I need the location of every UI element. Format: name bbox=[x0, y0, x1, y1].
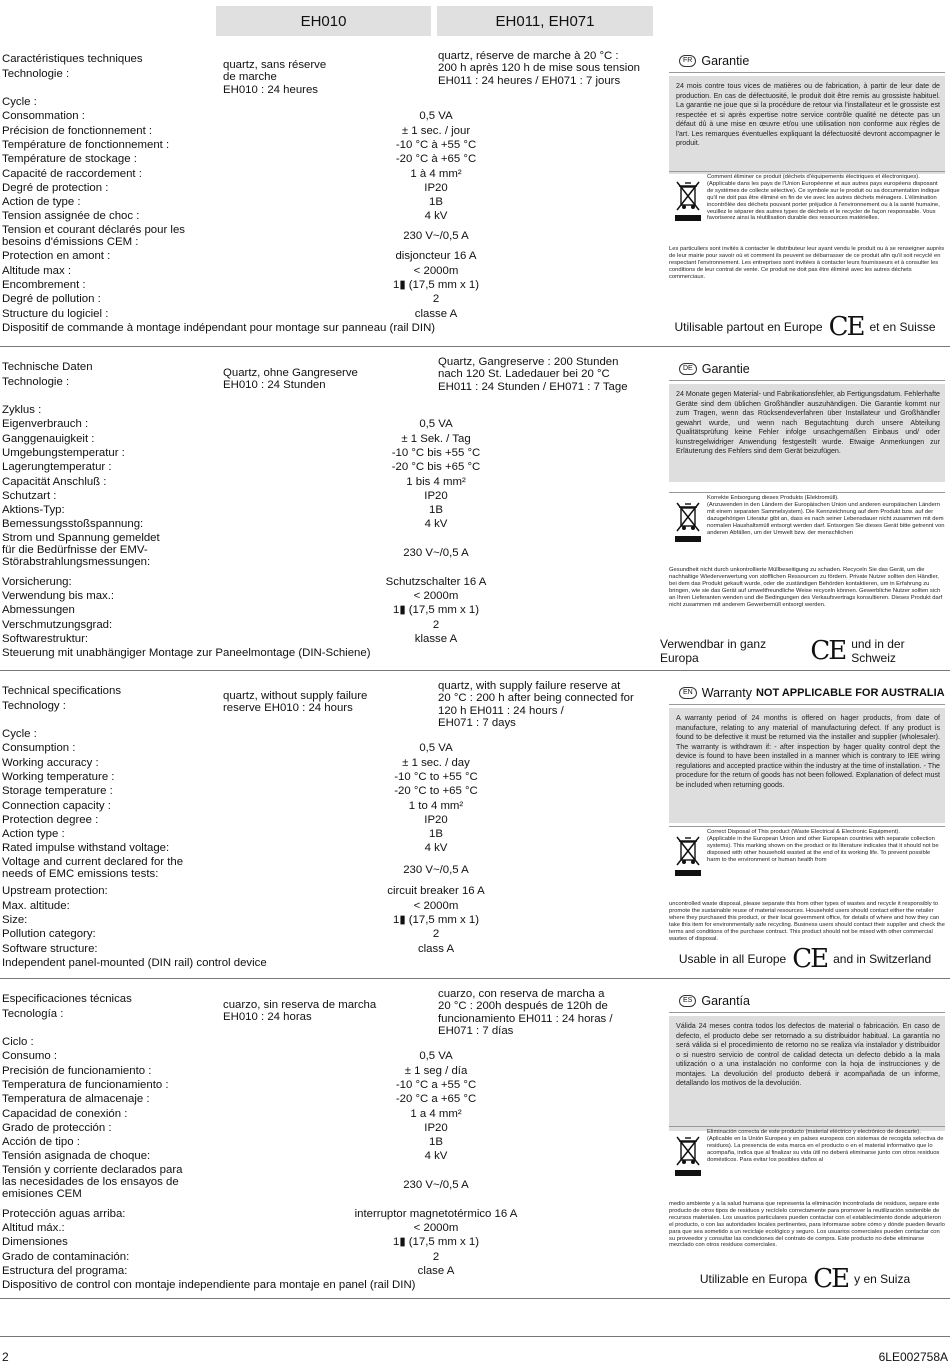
spec-label: Aktions-Typ: bbox=[2, 504, 65, 517]
spec-value: klasse A bbox=[414, 632, 458, 645]
weee-bin-icon bbox=[675, 500, 701, 534]
spec-label: Précision de fonctionnement : bbox=[2, 124, 153, 137]
disposal-divider bbox=[669, 171, 945, 172]
spec-label: Grado de contaminación: bbox=[2, 1250, 130, 1263]
spec-label: Rated impulse withstand voltage: bbox=[2, 842, 170, 855]
spec-label: Température de stockage : bbox=[2, 153, 137, 166]
technology-label: Technology : bbox=[2, 700, 66, 712]
spec-value: class A bbox=[417, 942, 455, 955]
spec-label: Umgebungstemperatur : bbox=[2, 446, 125, 459]
spec-label: Acción de tipo : bbox=[2, 1136, 80, 1149]
spec-value: < 2000m bbox=[413, 1221, 459, 1234]
spec-label: Vorsicherung: bbox=[2, 575, 72, 588]
spec-label: Altitud máx.: bbox=[2, 1221, 65, 1234]
spec-label: Action de type : bbox=[2, 196, 81, 209]
section-title: Technical specifications bbox=[2, 685, 122, 697]
spec-label: Cycle : bbox=[2, 96, 37, 108]
spec-label: Encombrement : bbox=[2, 279, 86, 292]
spec-label: Working accuracy : bbox=[2, 756, 99, 769]
disposal-text-continued: uncontrolled waste disposal, please separate this from other types of wastes and recycle it responsibly to promote the sustainable reuse of material resources. Household users should contact either the retailer where they purchased this product, or their local government office, for details of where and how they can take this item for environmentally safe recycling. Business users should contact their supplier and check the terms and conditions of the purchase contract. This product should not be mixed with other commercial wastes of disposal. bbox=[669, 901, 945, 942]
weee-bar bbox=[675, 1170, 701, 1176]
technology-label: Tecnología : bbox=[2, 1008, 64, 1020]
usable-end-text: and in Switzerland bbox=[833, 952, 932, 966]
spec-value: Schutzschalter 16 A bbox=[385, 575, 487, 588]
spec-value: 1 a 4 mm² bbox=[410, 1107, 462, 1120]
spec-label: Verwendung bis max.: bbox=[2, 589, 115, 602]
spec-label: Verschmutzungsgrad: bbox=[2, 618, 113, 631]
language-badge: DE bbox=[679, 363, 697, 375]
technology-eh011-eh071: Quartz, Gangreserve : 200 Stunden nach 120 St. Ladedauer bei 20 °C EH011 : 24 Stunden / EH071 : 7 Tage bbox=[438, 356, 628, 393]
technology-label: Technologie : bbox=[2, 376, 70, 388]
warranty-title: Garantie bbox=[701, 54, 750, 68]
spec-label: Capacität Anschluß : bbox=[2, 475, 107, 488]
usability-line bbox=[660, 944, 950, 974]
spec-value: 0,5 VA bbox=[419, 742, 453, 755]
warranty-header bbox=[669, 358, 945, 381]
usability-line bbox=[660, 636, 950, 666]
disposal-text: Korrekte Entsorgung dieses Produkts (Elektromüll). (Anzuwenden in den Ländern der Europäischen Union und anderen europäischen Ländern mit einem separaten Sammelsystem). Die Kennzeichnung auf dem Produkt bzw. auf der dazugehörigen Literatur gibt an, dass es nach seiner Lebensdauer nicht zusammen mit dem normalen Haushaltsmüll entsorgt werden darf. Entsorgen Sie dieses Gerät bitte getrennt von anderen Abfällen, um der Umwelt bzw. der menschlichen bbox=[707, 495, 945, 536]
usable-text: Verwendbar in ganz Europa bbox=[660, 637, 767, 665]
spec-label: Cycle : bbox=[2, 728, 37, 740]
spec-value: 4 kV bbox=[424, 518, 448, 531]
section-title: Technische Daten bbox=[2, 361, 93, 373]
disposal-text-continued: medio ambiente y a la salud humana que representa la eliminación incontrolada de residuos, separe este producto de otros tipos de residuos y recíclelo correctamente para promover la reutilización sostenible de recursos materiales. Los usuarios particulares pueden contactar con el establecimiento donde adquirieron el producto, o con las autoridades locales pertinentes, para informarse sobre cómo y dónde pueden llevarlo para que sea sometido a un reciclaje ecológico y seguro. Los usuarios comerciales pueden contactar con su proveedor y consultar las condiciones del contrato de compra. Este producto no debe eliminarse mezclado con otros residuos comerciales. bbox=[669, 1201, 945, 1249]
spec-value: -20 °C a +65 °C bbox=[395, 1093, 477, 1106]
spec-label: Working temperature : bbox=[2, 770, 115, 783]
spec-value: disjoncteur 16 A bbox=[395, 250, 477, 263]
usable-end-text: y en Suiza bbox=[854, 1272, 911, 1286]
spec-label: Temperatura de almacenaje : bbox=[2, 1093, 150, 1106]
section-footer: Independent panel-mounted (DIN rail) control device bbox=[2, 956, 267, 969]
spec-value: 230 V~/0,5 A bbox=[403, 230, 469, 243]
disposal-divider bbox=[669, 826, 945, 827]
spec-label: Strom und Spannung gemeldet für die Bedürfnisse der EMV- Störabstrahlungsmessungen: bbox=[2, 531, 160, 568]
spec-value: ± 1 sec. / day bbox=[402, 756, 470, 769]
header-col1-label: EH010 bbox=[300, 12, 347, 30]
spec-label: Precisión de funcionamiento : bbox=[2, 1064, 152, 1077]
spec-value: 1 à 4 mm² bbox=[410, 167, 462, 180]
language-badge: EN bbox=[679, 687, 697, 699]
warranty-title: Warranty bbox=[701, 686, 752, 700]
spec-label: Eigenverbrauch : bbox=[2, 418, 89, 431]
header-col2-label: EH011, EH071 bbox=[495, 12, 595, 30]
spec-label: Abmessungen bbox=[2, 604, 75, 617]
spec-label: Storage temperature : bbox=[2, 785, 113, 798]
spec-section-fr bbox=[0, 50, 950, 346]
spec-value: -10 °C to +55 °C bbox=[394, 770, 478, 783]
spec-label: Zyklus : bbox=[2, 404, 42, 416]
spec-value: 230 V~/0,5 A bbox=[403, 863, 469, 876]
spec-label: Software structure: bbox=[2, 942, 98, 955]
spec-value: 2 bbox=[432, 293, 440, 306]
warranty-text: A warranty period of 24 months is offered on hager products, from date of manufacture, relating to any material of manufacturing defect. If any product is found to be defective it must be returned via the installer and supplier (wholesaler). The warranty is withdrawn if: - after inspection by hager quality control dept the device is found to have been installed in a manner which is contrary to IEE wiring regulations and accepted practice within the industry at the time of installation. - The procedure for the return of goods has not been followed. Explanation of defect must be included when returning goods. bbox=[676, 714, 940, 789]
spec-value: 1B bbox=[429, 1136, 443, 1149]
spec-value: -20 °C bis +65 °C bbox=[391, 461, 481, 474]
spec-label: Consommation : bbox=[2, 110, 85, 123]
spec-value: 1 bis 4 mm² bbox=[406, 475, 466, 488]
section-divider bbox=[0, 978, 950, 979]
disposal-divider bbox=[669, 1126, 945, 1127]
spec-label: Size: bbox=[2, 913, 28, 926]
header-col1 bbox=[216, 6, 431, 36]
weee-bin-icon bbox=[675, 1134, 701, 1168]
spec-value: -10 °C bis +55 °C bbox=[391, 446, 481, 459]
language-badge: ES bbox=[679, 995, 696, 1007]
usable-text: Usable in all Europe bbox=[678, 952, 787, 966]
bottom-divider bbox=[0, 1336, 950, 1337]
warranty-title: Garantie bbox=[701, 362, 750, 376]
spec-value: 230 V~/0,5 A bbox=[403, 1179, 469, 1191]
ce-mark-icon: CE bbox=[828, 312, 864, 342]
section-title: Caractéristiques techniques bbox=[2, 53, 143, 65]
spec-value: < 2000m bbox=[413, 264, 459, 277]
usable-text: Utilisable partout en Europe bbox=[674, 320, 823, 334]
spec-label: Estructura del programa: bbox=[2, 1264, 128, 1277]
spec-label: Degré de protection : bbox=[2, 181, 109, 194]
disposal-text: Comment éliminer ce produit (déchets d'équipements électriques et électroniques). (Applicable dans les pays de l'Union Européenne et aux autres pays européens disposant de systèmes de collecte sélective). Ce symbole sur le produit ou sa documentation indique qu'il ne doit pas être éliminé en fin de vie avec les autres déchets ménagers. L'élimination incontrôlée des déchets pouvant porter préjudice à l'environnement ou à la santé humaine, veuillez le séparer des autres types de déchets et le recycler de façon responsable. Vous favoriserez ainsi la réutilisation durable des ressources matérielles. bbox=[707, 174, 940, 222]
spec-label: Protection en amont : bbox=[2, 250, 111, 263]
warranty-text: Válida 24 meses contra todos los defectos de material o fabricación. En caso de defecto, el producto debe ser retornado a su distribuidor habitual. La garantía no será válida si el procedimiento de retorno no se realiza vía instalador y distribuidor o si nuestro servicio de control de calidad detecta un defecto debido a la mala utilización o a una instalación no conforme con la hoja de instrucciones y de montajes. La devolución del producto deberá ir acompañada de un informe, detallando los motivos de la devolución. bbox=[676, 1022, 940, 1087]
spec-value: IP20 bbox=[424, 1121, 448, 1134]
technology-eh010: Quartz, ohne Gangreserve EH010 : 24 Stunden bbox=[223, 367, 358, 392]
spec-label: Action type : bbox=[2, 828, 65, 841]
weee-bar bbox=[675, 536, 701, 542]
technology-eh011-eh071: cuarzo, con reserva de marcha a 20 °C : 200h después de 120h de funcionamiento EH011 : 24 horas / EH071 : 7 días bbox=[438, 988, 613, 1037]
warranty-note: NOT APPLICABLE FOR AUSTRALIA bbox=[755, 687, 945, 699]
spec-value: 1B bbox=[429, 196, 443, 209]
spec-value: IP20 bbox=[424, 181, 448, 194]
spec-value: 4 kV bbox=[424, 210, 448, 223]
spec-label: Pollution category: bbox=[2, 928, 96, 941]
spec-value: 1▮ (17,5 mm x 1) bbox=[392, 604, 480, 617]
usability-line bbox=[660, 312, 950, 342]
document-reference: 6LE002758A bbox=[878, 1350, 948, 1364]
spec-value: 1B bbox=[429, 828, 443, 841]
spec-value: < 2000m bbox=[413, 589, 459, 602]
spec-value: 0,5 VA bbox=[419, 110, 453, 123]
page-number: 2 bbox=[2, 1350, 9, 1364]
usable-end-text: et en Suisse bbox=[869, 320, 936, 334]
spec-label: Dimensiones bbox=[2, 1236, 68, 1249]
section-divider bbox=[0, 1298, 950, 1299]
spec-label: Tension et courant déclarés pour les besoins d'émissions CEM : bbox=[2, 223, 185, 248]
section-title: Especificaciones técnicas bbox=[2, 993, 132, 1005]
spec-value: 0,5 VA bbox=[419, 1050, 453, 1063]
spec-value: circuit breaker 16 A bbox=[387, 885, 485, 898]
spec-label: Tensión y corriente declarados para las necesidades de los ensayos de emisiones CEM bbox=[2, 1163, 183, 1200]
section-divider bbox=[0, 670, 950, 671]
spec-label: Consumo : bbox=[2, 1050, 58, 1063]
spec-label: Capacité de raccordement : bbox=[2, 167, 142, 180]
spec-label: Ganggenauigkeit : bbox=[2, 432, 95, 445]
spec-label: Température de fonctionnement : bbox=[2, 138, 170, 151]
spec-value: < 2000m bbox=[413, 899, 459, 912]
usable-end-text: und in der Schweiz bbox=[851, 637, 905, 665]
technology-eh011-eh071: quartz, réserve de marche à 20 °C : 200 h après 120 h de mise sous tension EH011 : 24 heures / EH071 : 7 jours bbox=[438, 50, 641, 87]
spec-label: Tensión asignada de choque: bbox=[2, 1150, 151, 1163]
warranty-title: Garantía bbox=[701, 994, 750, 1008]
usability-line bbox=[660, 1264, 950, 1294]
spec-value: IP20 bbox=[424, 813, 448, 826]
weee-bin-icon bbox=[675, 834, 701, 868]
spec-section-de bbox=[0, 358, 950, 670]
spec-label: Softwarestruktur: bbox=[2, 632, 89, 645]
disposal-text: Eliminación correcta de este producto (material eléctrico y electrónico de descarte). (Aplicable en la Unión Europea y en países europeos con sistemas de recogida selectiva de residuos). La presencia de esta marca en el producto o en el material informativo que lo acompaña, indica que al finalizar su vida útil no deberá eliminarse junto con otros residuos domésticos. Para evitar los posibles daños al bbox=[707, 1129, 944, 1163]
spec-label: Protection degree : bbox=[2, 813, 99, 826]
spec-value: -20 °C à +65 °C bbox=[395, 153, 477, 166]
disposal-divider bbox=[669, 492, 945, 493]
spec-label: Bemessungsstoßspannung: bbox=[2, 518, 144, 531]
spec-value: 0,5 VA bbox=[419, 418, 453, 431]
spec-value: classe A bbox=[414, 307, 458, 320]
ce-mark-icon: CE bbox=[792, 944, 828, 974]
spec-label: Schutzart : bbox=[2, 489, 57, 502]
spec-label: Protección aguas arriba: bbox=[2, 1207, 126, 1220]
disposal-text: Correct Disposal of This product (Waste Electrical & Electronic Equipment). (Applicable in the European Union and other European countries with separate collection systems). This marking shown on the product or its literature indicates that it should not be disposed with other household wasted at the end of its working life. To prevent possible harm to the environment or human health from bbox=[707, 829, 939, 863]
spec-value: -10 °C a +55 °C bbox=[395, 1078, 477, 1091]
spec-value: 2 bbox=[432, 928, 440, 941]
weee-bin-icon bbox=[675, 179, 701, 213]
spec-label: Max. altitude: bbox=[2, 899, 70, 912]
spec-label: Altitude max : bbox=[2, 264, 72, 277]
spec-value: IP20 bbox=[424, 489, 448, 502]
section-footer: Steuerung mit unabhängiger Montage zur Paneelmontage (DIN-Schiene) bbox=[2, 647, 371, 660]
spec-label: Capacidad de conexión : bbox=[2, 1107, 128, 1120]
spec-value: clase A bbox=[417, 1264, 455, 1277]
warranty-header bbox=[669, 50, 945, 73]
technology-eh010: cuarzo, sin reserva de marcha EH010 : 24 horas bbox=[223, 999, 377, 1024]
usable-text: Utilizable en Europa bbox=[699, 1272, 808, 1286]
spec-value: 2 bbox=[432, 1250, 440, 1263]
warranty-text: 24 mois contre tous vices de matières ou de fabrication, à partir de leur date de production. En cas de défectuosité, le produit doit être remis au grossiste habituel. La garantie ne joue que si la procédure de retour via l'installateur et le grossiste est respectée et si après expertise notre service contrôle qualité ne détecte pas un défaut dû à une mise en œuvre et/ou une utilisation non conforme aux règles de l'art. Les remarques éventuelles expliquant la défectuosité devront accompagner le produit. bbox=[676, 82, 940, 147]
spec-value: ± 1 seg / día bbox=[404, 1064, 468, 1077]
spec-label: Grado de protección : bbox=[2, 1121, 112, 1134]
spec-value: ± 1 Sek. / Tag bbox=[401, 432, 471, 445]
warranty-header bbox=[669, 682, 945, 705]
spec-label: Consumption : bbox=[2, 742, 76, 755]
spec-value: 230 V~/0,5 A bbox=[403, 547, 469, 559]
spec-label: Tension assignée de choc : bbox=[2, 210, 140, 223]
disposal-text-continued: Gesundheit nicht durch unkontrollierte Müllbeseitigung zu schaden. Recyceln Sie das Gerät, um die nachhaltige Wiederverwertung von stofflichen Ressourcen zu fördern. Private Nutzer sollten den Händler, bei dem das Produkt gekauft wurde, oder die zuständigen Behörden kontaktieren, um in Erfahrung zu bringen, wie sie das Gerät auf umweltfreundliche Weise recyceln können. Gewerbliche Nutzer sollten sich an Ihren Lieferanten wenden und die Bedingungen des Verkaufsvertrags konsultieren. Dieses Produkt darf nicht zusammen mit anderem Gewerbemüll entsorgt werden. bbox=[669, 567, 943, 608]
spec-value: 1▮ (17,5 mm x 1) bbox=[392, 913, 480, 926]
language-badge: FR bbox=[679, 55, 696, 67]
spec-label: Temperatura de funcionamiento : bbox=[2, 1078, 169, 1091]
section-footer: Dispositif de commande à montage indépendant pour montage sur panneau (rail DIN) bbox=[2, 321, 436, 334]
spec-label: Degré de pollution : bbox=[2, 293, 101, 306]
weee-bar bbox=[675, 215, 701, 221]
spec-value: -20 °C to +65 °C bbox=[394, 785, 478, 798]
spec-label: Upstream protection: bbox=[2, 885, 108, 898]
weee-bar bbox=[675, 870, 701, 876]
spec-value: 4 kV bbox=[424, 1150, 448, 1163]
spec-value: 4 kV bbox=[424, 842, 448, 855]
ce-mark-icon: CE bbox=[810, 636, 846, 666]
technology-eh010: quartz, without supply failure reserve EH010 : 24 hours bbox=[223, 690, 368, 715]
spec-value: 2 bbox=[432, 618, 440, 631]
spec-label: Ciclo : bbox=[2, 1036, 34, 1048]
spec-value: 1B bbox=[429, 504, 443, 517]
header-col2 bbox=[437, 6, 653, 36]
warranty-header bbox=[669, 990, 945, 1013]
disposal-text-continued: Les particuliers sont invités à contacter le distributeur leur ayant vendu le produit ou à se renseigner auprès de leur mairie pour savoir où et comment ils peuvent se débarrasser de ce produit afin qu'il soit recyclé en respectant l'environnement. Les entreprises sont invitées à contacter leurs fournisseurs et à consulter les conditions de leur contrat de vente. Ce produit ne doit pas être éliminé avec les autres déchets commerciaux. bbox=[669, 246, 945, 280]
spec-value: 1▮ (17,5 mm x 1) bbox=[392, 279, 480, 292]
ce-mark-icon: CE bbox=[813, 1264, 849, 1294]
spec-value: ± 1 sec. / jour bbox=[401, 124, 471, 137]
spec-value: interruptor magnetotérmico 16 A bbox=[354, 1207, 518, 1220]
section-divider bbox=[0, 346, 950, 347]
spec-label: Connection capacity : bbox=[2, 799, 111, 812]
spec-value: 1▮ (17,5 mm x 1) bbox=[392, 1236, 480, 1249]
technology-eh011-eh071: quartz, with supply failure reserve at 20 °C : 200 h after being connected for 120 h EH011 : 24 hours / EH071 : 7 days bbox=[438, 680, 634, 729]
technology-eh010: quartz, sans réserve de marche EH010 : 24 heures bbox=[223, 59, 327, 96]
spec-section-en bbox=[0, 682, 950, 978]
spec-value: -10 °C à +55 °C bbox=[395, 138, 477, 151]
warranty-text: 24 Monate gegen Material- und Fabrikationsfehler, ab Fertigungsdatum. Fehlerhafte Geräte sind dem üblichen Großhändler auszuhändigen. Die Garantie kommt nur zum Tragen, wenn das Rücksendeverfahren über Installateur und Großhändler gewahrt wurde, und wenn nach Begutachtung durch unsere Abteilung Qualitätsprüfung keine Fehler infolge unsachgemäßen Einbaus und/ oder kunstregelwidriger Anwendung festgestellt wurde. Etwaige Anmerkungen zur Erläuterung des Fehlers sind dem Gerät beizufügen. bbox=[676, 390, 940, 455]
spec-label: Voltage and current declared for the needs of EMC emissions tests: bbox=[2, 855, 184, 880]
technology-label: Technologie : bbox=[2, 68, 70, 80]
spec-label: Lagerungtemperatur : bbox=[2, 461, 112, 474]
spec-section-es bbox=[0, 990, 950, 1298]
spec-label: Structure du logiciel : bbox=[2, 307, 109, 320]
spec-value: 1 to 4 mm² bbox=[408, 799, 464, 812]
section-footer: Dispositivo de control con montaje independiente para montaje en panel (rail DIN) bbox=[2, 1279, 416, 1292]
